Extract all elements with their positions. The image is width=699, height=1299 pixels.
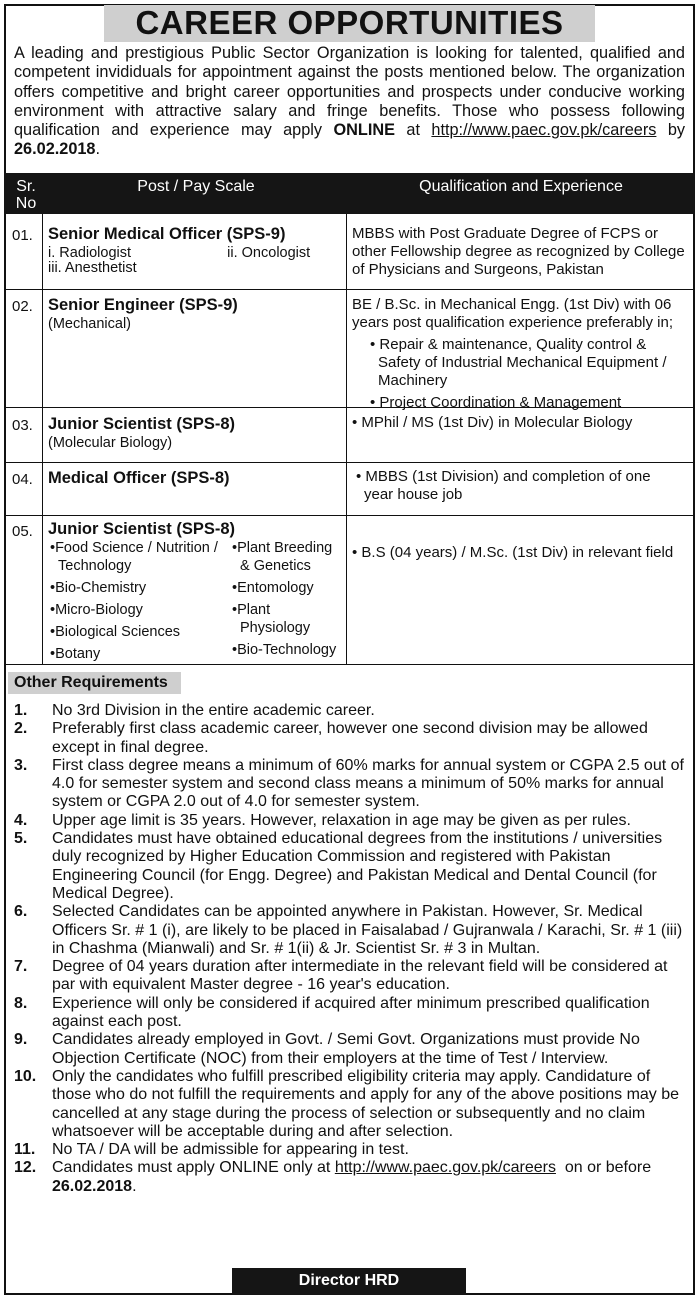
row-1-title: Senior Medical Officer (SPS-9) — [48, 225, 286, 243]
intro-lead: A leading and prestigious Public Sector Organization is looking for talented, qualified and competent invididuals for appointment against the posts mentioned below. The organization offers competitive and bright career opportunities and prospects under conducive working environment with attractive salary and fringe benefits. Those who possess following qualification and experience may apply — [14, 44, 685, 140]
row-5-sr: 05. — [12, 523, 33, 540]
row-5-post — [48, 519, 344, 663]
column-divider — [42, 214, 43, 665]
table-header — [4, 173, 695, 214]
list-item: 7. Degree of 04 years duration after intermediate in the relevant field will be considered at par with equivalent Master degree - 16 year's education. — [14, 958, 668, 994]
row-3-qualification: • MPhil / MS (1st Div) in Molecular Biology — [352, 414, 633, 431]
req-12-on-or-before: on or before — [564, 1159, 652, 1177]
row-2-post — [48, 295, 344, 333]
intro-by: by — [667, 121, 686, 140]
row-4-title: Medical Officer (SPS-8) — [48, 469, 230, 487]
row-3-sub: (Molecular Biology) — [48, 435, 173, 451]
list-item: •Bio-Chemistry — [50, 580, 147, 596]
row-1-sub-b: ii. Oncologist — [227, 245, 311, 261]
row-1-post — [48, 224, 344, 277]
row-2-qualification — [352, 296, 692, 412]
list-item: •Entomology — [232, 580, 314, 596]
intro-paragraph — [14, 44, 685, 160]
intro-online: ONLINE — [333, 121, 395, 140]
list-item: 10. Only the candidates who fulfill prescribed eligibility criteria may apply. Candidature of those who do not fulfill the requirements and apply for any of the above positions may be cancelled at any stage during the process of selection or subsequently and no claim whatsoever will be acceptable during and after selection. — [14, 1067, 680, 1140]
list-item: 11. No TA / DA will be admissible for appearing in test. — [14, 1141, 409, 1159]
list-item: •Plant Physiology — [232, 602, 311, 636]
row-4-post — [48, 468, 344, 488]
row-4-qualification: • MBBS (1st Division) and completion of one year house job — [356, 468, 651, 503]
list-item: 9. Candidates already employed in Govt. / Semi Govt. Organizations must provide No Objection Certificate (NOC) from their employers at the time of Test / Interview. — [14, 1031, 640, 1067]
row-2-bullet-2: • Project Coordination & Management — [370, 394, 622, 411]
list-item: 1. No 3rd Division in the entire academic career. — [14, 702, 375, 719]
list-item: 4. Upper age limit is 35 years. However, relaxation in age may be given as per rules. — [14, 811, 631, 829]
row-2-title: Senior Engineer (SPS-9) — [48, 296, 238, 314]
row-divider — [4, 462, 695, 463]
list-item: 8. Experience will only be considered if acquired after minimum prescribed qualification against each post. — [14, 994, 650, 1031]
row-2-qual-text: BE / B.Sc. in Mechanical Engg. (1st Div) with 06 years post qualification experience preferably in; — [352, 296, 674, 331]
header-sr-no: Sr. No — [15, 178, 37, 212]
list-item: 3. First class degree means a minimum of 60% marks for annual system or CGPA 2.5 out of 4.0 for semester system and second class means a minimum of 50% marks for annual system or CGPA 2.0 out of 4.0 for semester system. — [14, 756, 684, 811]
row-divider — [4, 515, 695, 516]
page-title: CAREER OPPORTUNITIES — [135, 4, 564, 41]
intro-at: at — [406, 121, 420, 140]
list-item: •Bio-Technology — [232, 642, 337, 658]
row-3-sr: 03. — [12, 417, 33, 434]
list-item: •Plant Breeding & Genetics — [232, 540, 333, 574]
intro-end: . — [95, 140, 101, 159]
row-3-title: Junior Scientist (SPS-8) — [48, 415, 236, 433]
careers-link[interactable]: http://www.paec.gov.pk/careers — [431, 121, 657, 140]
requirements-list — [14, 702, 684, 1196]
column-divider — [346, 214, 347, 665]
other-requirements-title: Other Requirements — [14, 674, 168, 691]
row-divider — [4, 289, 695, 290]
header-post: Post / Pay Scale — [137, 178, 255, 195]
careers-link[interactable]: http://www.paec.gov.pk/careers — [334, 1159, 556, 1177]
list-item: 2. Preferably first class academic career, however one second division may be allowed except in final degree. — [14, 720, 648, 756]
row-divider — [4, 664, 695, 665]
row-3-post — [48, 414, 344, 452]
row-5-fields-col-2 — [230, 539, 344, 663]
list-item: •Biological Sciences — [50, 624, 181, 640]
row-2-sr: 02. — [12, 298, 33, 315]
header-qualification: Qualification and Experience — [419, 178, 623, 195]
list-item: •Botany — [50, 646, 101, 662]
list-item: •Food Science / Nutrition / Technology — [50, 540, 218, 574]
row-1-qualification: MBBS with Post Graduate Degree of FCPS or other Fellowship degree as recognized by College of Physicians and Surgeons, Pakistan — [352, 225, 685, 278]
row-5-title: Junior Scientist (SPS-8) — [48, 520, 236, 538]
list-item: 5. Candidates must have obtained educational degrees from the institutions / universities duly recognized by Higher Education Commission and registered with Pakistan Engineering Council (for Engg. Degree) and Pakistan Medical and Dental Council (for Medical Degree). — [14, 830, 663, 902]
row-1-sub-c: iii. Anesthetist — [48, 260, 137, 276]
row-2-sub: (Mechanical) — [48, 316, 131, 332]
row-1-sr: 01. — [12, 227, 33, 244]
row-5-qualification: • B.S (04 years) / M.Sc. (1st Div) in relevant field — [352, 544, 674, 561]
row-1-sub-a: i. Radiologist — [48, 245, 132, 261]
req-12-text: Candidates must apply ONLINE only at — [52, 1159, 331, 1177]
list-item: 6. Selected Candidates can be appointed anywhere in Pakistan. However, Sr. Medical Officers Sr. # 1 (i), are likely to be placed in Faisalabad / Gujranwala / Karachi, Sr. # 1 (iii) in Chashma (Mianwali) and Sr. # 1(ii) & Jr. Scientist Sr. # 3 in Multan. — [14, 903, 683, 957]
intro-date: 26.02.2018 — [14, 140, 96, 159]
signatory: Director HRD — [298, 1272, 400, 1289]
list-item: •Micro-Biology — [50, 602, 143, 618]
deadline-date: 26.02.2018 — [52, 1177, 133, 1195]
row-4-sr: 04. — [12, 471, 33, 488]
row-5-fields-col-1 — [48, 539, 230, 663]
posts-table — [4, 173, 695, 665]
list-item: 12. Candidates must apply ONLINE only at http://www.paec.gov.pk/careers on or before 26.02.2018. — [14, 1159, 652, 1195]
row-2-bullet-1: • Repair & maintenance, Quality control & Safety of Industrial Mechanical Equipment / Machinery — [370, 336, 667, 389]
